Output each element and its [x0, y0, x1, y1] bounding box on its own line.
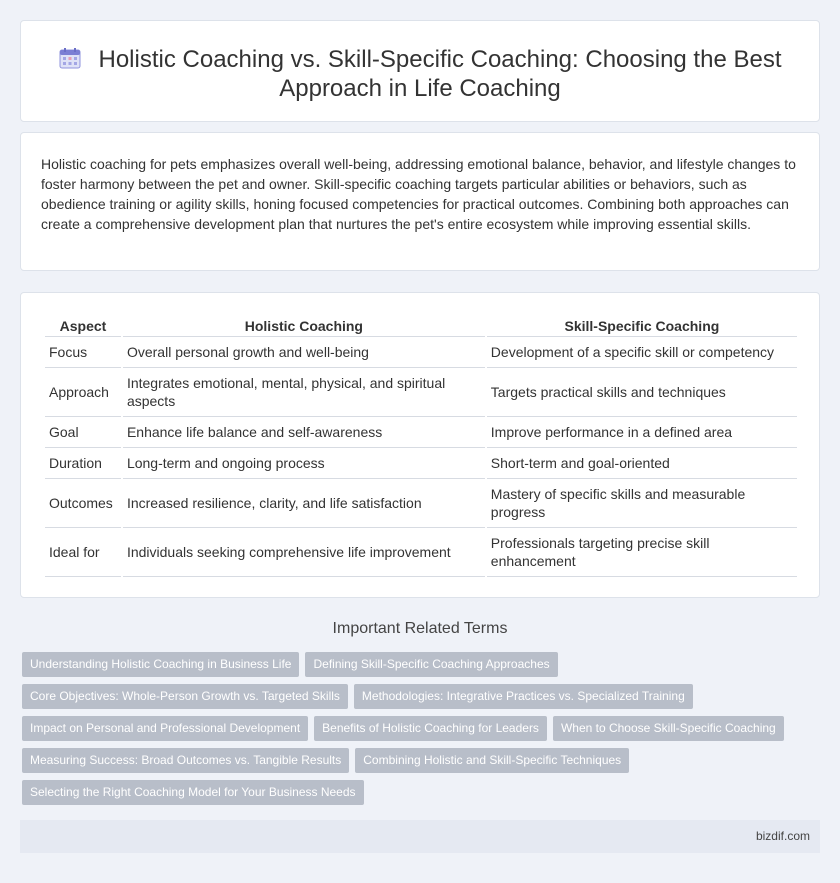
table-row [45, 448, 797, 479]
table-row [45, 528, 797, 577]
related-term-tag[interactable]: Impact on Personal and Professional Development [22, 716, 308, 741]
related-terms-heading: Important Related Terms [332, 620, 508, 637]
related-term-tag[interactable]: Selecting the Right Coaching Model for Your Business Needs [22, 780, 364, 805]
table-row [45, 479, 797, 528]
related-term-tag[interactable]: Benefits of Holistic Coaching for Leaders [314, 716, 547, 741]
footer-bar [20, 820, 820, 853]
cell-holistic: Long-term and ongoing process [123, 448, 485, 479]
cell-aspect: Duration [45, 448, 121, 479]
related-term-tag[interactable]: Combining Holistic and Skill-Specific Techniques [355, 748, 629, 773]
cell-skill-specific: Mastery of specific skills and measurable progress [487, 479, 797, 528]
cell-aspect: Approach [45, 368, 121, 417]
cell-holistic: Increased resilience, clarity, and life satisfaction [123, 479, 485, 528]
comparison-table [43, 315, 799, 577]
table-row [45, 417, 797, 448]
footer-site-link[interactable]: bizdif.com [755, 829, 810, 843]
related-term-tag[interactable]: When to Choose Skill-Specific Coaching [553, 716, 784, 741]
cell-skill-specific: Professionals targeting precise skill enhancement [487, 528, 797, 577]
header-skill-specific: Skill-Specific Coaching [487, 315, 797, 337]
cell-holistic: Individuals seeking comprehensive life improvement [123, 528, 485, 577]
header-holistic: Holistic Coaching [123, 315, 485, 337]
table-header-row [45, 315, 797, 337]
cell-skill-specific: Development of a specific skill or competency [487, 337, 797, 368]
cell-skill-specific: Improve performance in a defined area [487, 417, 797, 448]
page-title-wrap [21, 45, 819, 103]
related-term-tag[interactable]: Core Objectives: Whole-Person Growth vs. Targeted Skills [22, 684, 348, 709]
intro-paragraph: Holistic coaching for pets emphasizes overall well-being, addressing emotional balance, behavior, and lifestyle changes to foster harmony between the pet and owner. Skill-specific coaching targets particular abilities or behaviors, such as obedience training or agility skills, honing focused competencies for practical outcomes. Combining both approaches can create a comprehensive development plan that nurtures the pet's entire ecosystem while improving essential skills. [41, 156, 796, 232]
cell-holistic: Integrates emotional, mental, physical, and spiritual aspects [123, 368, 485, 417]
cell-skill-specific: Short-term and goal-oriented [487, 448, 797, 479]
title-card [20, 20, 820, 122]
cell-aspect: Focus [45, 337, 121, 368]
calendar-icon [59, 47, 81, 69]
related-term-tag[interactable]: Methodologies: Integrative Practices vs. Specialized Training [354, 684, 693, 709]
cell-aspect: Ideal for [45, 528, 121, 577]
table-row [45, 337, 797, 368]
cell-holistic: Overall personal growth and well-being [123, 337, 485, 368]
cell-aspect: Goal [45, 417, 121, 448]
cell-aspect: Outcomes [45, 479, 121, 528]
page-title: Holistic Coaching vs. Skill-Specific Coaching: Choosing the Best Approach in Life Coaching [98, 46, 782, 102]
comparison-card [20, 292, 820, 598]
header-aspect: Aspect [45, 315, 121, 337]
related-terms-list [22, 652, 812, 812]
related-term-tag[interactable]: Defining Skill-Specific Coaching Approaches [305, 652, 557, 677]
intro-card [20, 132, 820, 271]
cell-skill-specific: Targets practical skills and techniques [487, 368, 797, 417]
related-term-tag[interactable]: Measuring Success: Broad Outcomes vs. Tangible Results [22, 748, 349, 773]
cell-holistic: Enhance life balance and self-awareness [123, 417, 485, 448]
table-row [45, 368, 797, 417]
related-term-tag[interactable]: Understanding Holistic Coaching in Business Life [22, 652, 299, 677]
